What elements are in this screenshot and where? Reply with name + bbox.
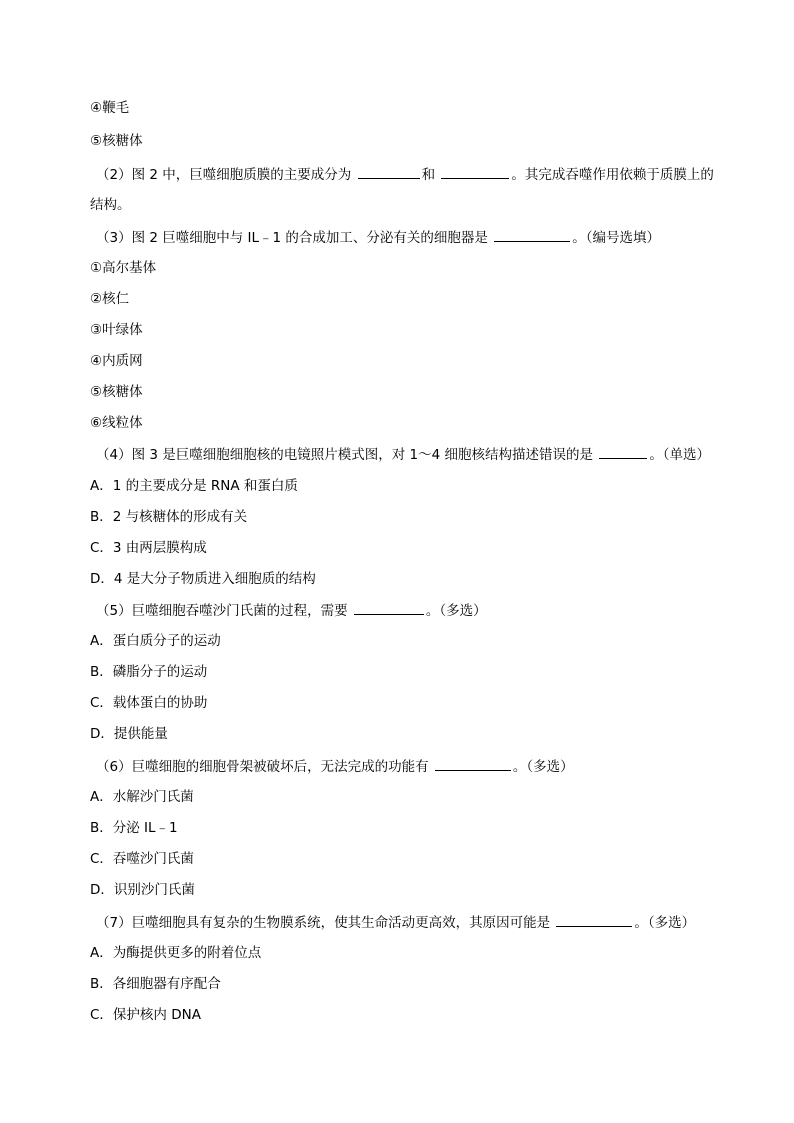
- question-6: （6）巨噬细胞的细胞骨架被破坏后，无法完成的功能有 。（多选）: [96, 756, 734, 777]
- option-er: ④内质网: [90, 353, 143, 369]
- answer-blank[interactable]: [435, 756, 511, 771]
- option-d: D．4 是大分子物质进入细胞质的结构: [90, 571, 316, 587]
- option-d: D．识别沙门氏菌: [90, 882, 195, 898]
- option-mitochondria: ⑥线粒体: [90, 415, 143, 431]
- option-b: B．分泌 IL﹣1: [90, 820, 178, 836]
- answer-blank[interactable]: [358, 164, 420, 179]
- option-c: C．保护核内 DNA: [90, 1007, 201, 1023]
- option-b: B．2 与核糖体的形成有关: [90, 509, 248, 525]
- answer-blank[interactable]: [441, 164, 509, 179]
- option-d: D．提供能量: [90, 726, 168, 742]
- option-a: A．水解沙门氏菌: [90, 789, 194, 805]
- option-golgi: ①高尔基体: [90, 260, 157, 276]
- option-flagellum: ④鞭毛: [90, 100, 130, 116]
- option-c: C．载体蛋白的协助: [90, 695, 208, 711]
- question-3: （3）图 2 巨噬细胞中与 IL﹣1 的合成加工、分泌有关的细胞器是 。（编号选填）: [96, 227, 734, 248]
- option-b: B．磷脂分子的运动: [90, 664, 208, 680]
- option-c: C．吞噬沙门氏菌: [90, 851, 194, 867]
- option-a: A．为酶提供更多的附着位点: [90, 945, 262, 961]
- answer-blank[interactable]: [599, 444, 647, 459]
- option-ribosome-2: ⑤核糖体: [90, 384, 143, 400]
- option-ribosome: ⑤核糖体: [90, 133, 143, 149]
- option-c: C．3 由两层膜构成: [90, 540, 207, 556]
- question-2-continued: 结构。: [90, 197, 131, 213]
- answer-blank[interactable]: [354, 600, 424, 615]
- question-4: （4）图 3 是巨噬细胞细胞核的电镜照片模式图，对 1～4 细胞核结构描述错误的是 。（单选）: [96, 444, 734, 465]
- question-7: （7）巨噬细胞具有复杂的生物膜系统，使其生命活动更高效，其原因可能是 。（多选）: [96, 912, 734, 933]
- question-5: （5）巨噬细胞吞噬沙门氏菌的过程，需要 。（多选）: [96, 600, 734, 621]
- question-2: （2）图 2 中，巨噬细胞质膜的主要成分为 和 。其完成吞噬作用依赖于质膜上的: [96, 164, 734, 185]
- option-b: B．各细胞器有序配合: [90, 976, 221, 992]
- answer-blank[interactable]: [494, 227, 570, 242]
- option-a: A．蛋白质分子的运动: [90, 633, 221, 649]
- answer-blank[interactable]: [556, 912, 632, 927]
- option-nucleolus: ②核仁: [90, 291, 130, 307]
- option-chloroplast: ③叶绿体: [90, 322, 143, 338]
- option-a: A．1 的主要成分是 RNA 和蛋白质: [90, 478, 298, 494]
